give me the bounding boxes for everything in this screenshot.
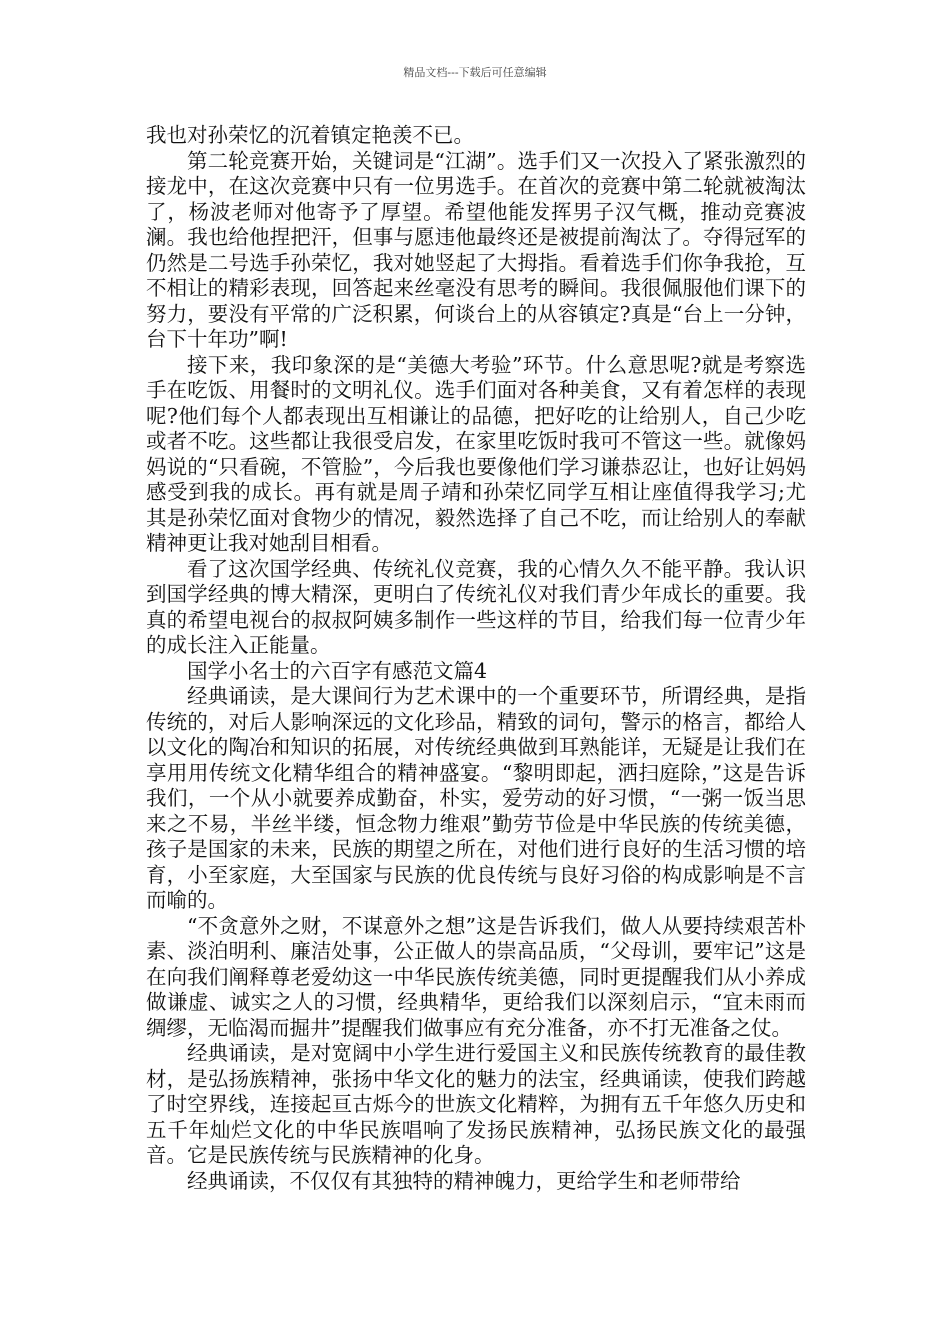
page-header: 精品文档---下载后可任意编辑 — [403, 66, 547, 79]
paragraph-virtue-test: 接下来，我印象深的是“美德大考验”环节。什么意思呢?就是考察选手在吃饭、用餐时的文明礼仪。选手们面对各种美食，又有着怎样的表现呢?他们每个人都表现出互相谦让的品德，把好吃的让给别人，自己少吃或者不吃。这些都让我很受启发，在家里吃饭时我可不管这一些。就像妈妈说的“只看碗，不管脸”，今后我也要像他们学习谦恭忍让，也好让妈妈感受到我的成长。再有就是周子靖和孙荣忆同学互相让座值得我学习;尤其是孙荣忆面对食物少的情况，毅然选择了自己不吃，而让给别人的奉献精神更让我对她刮目相看。 — [146, 352, 806, 555]
document-body — [146, 123, 806, 1194]
paragraph-continued: 我也对孙荣忆的沉着镇定艳羡不已。 — [146, 123, 474, 147]
paragraph-classics-reading: 经典诵读，是大课间行为艺术课中的一个重要环节，所谓经典，是指传统的，对后人影响深远的文化珍品，精致的词句，警示的格言，都给人以文化的陶冶和知识的拓展，对传统经典做到耳熟能详，无疑是让我们在享用用传统文化精华组合的精神盛宴。“黎明即起，洒扫庭除，”这是告诉我们，一个从小就要养成勤奋，朴实，爱劳动的好习惯，“一粥一饭当思来之不易，半丝半缕，恒念物力维艰”勤劳节俭是中华民族的传统美德，孩子是国家的未来，民族的期望之所在，对他们进行良好的生活习惯的培育，小至家庭，大至国家与民族的优良传统与良好习俗的构成影响是不言而喻的。 — [146, 684, 806, 912]
paragraph-final: 经典诵读，不仅仅有其独特的精神魄力，更给学生和老师带给 — [187, 1168, 741, 1193]
paragraph-reflection: 看了这次国学经典、传统礼仪竞赛，我的心情久久不能平静。我认识到国学经典的博大精深，更明白了传统礼仪对我们青少年成长的重要。我真的希望电视台的叔叔阿姨多制作一些这样的节目，给我们每一位青少年的成长注入正能量。 — [146, 556, 806, 657]
paragraph-second-round: 第二轮竞赛开始，关键词是“江湖”。选手们又一次投入了紧张激烈的接龙中，在这次竞赛中只有一位男选手。在首次的竞赛中第二轮就被淘汰了，杨波老师对他寄予了厚望。希望他能发挥男子汉气概，推动竞赛波澜。我也给他捏把汗，但事与愿违他最终还是被提前淘汰了。夺得冠军的仍然是二号选手孙荣忆，我对她竖起了大拇指。看着选手们你争我抢，互不相让的精彩表现，回答起来丝毫没有思考的瞬间。我很佩服他们课下的努力，要没有平常的广泛积累，何谈台上的从容镇定?真是“台上一分钟，台下十年功”啊! — [146, 148, 806, 351]
paragraph-maxims: “不贪意外之财，不谋意外之想”这是告诉我们，做人从要持续艰苦朴素、淡泊明利、廉洁处事，公正做人的崇高品质，“父母训，要牢记”这是在向我们阐释尊老爱幼这一中华民族传统美德，同时更提醒我们从小养成做谦虚、诚实之人的习惯，经典精华，更给我们以深刻启示，“宜未雨而绸缪，无临渴而掘井”提醒我们做事应有充分准备，亦不打无准备之仗。 — [146, 913, 806, 1040]
section-heading: 国学小名士的六百字有感范文篇4 — [187, 658, 488, 683]
paragraph-patriotism: 经典诵读，是对宽阔中小学生进行爱国主义和民族传统教育的最佳教材，是弘扬族精神，张扬中华文化的魅力的法宝，经典诵读，使我们跨越了时空界线，连接起亘古烁今的世族文化精粹，为拥有五千年悠久历史和五千年灿烂文化的中华民族唱响了发扬民族精神，弘扬民族文化的最强音。它是民族传统与民族精神的化身。 — [146, 1041, 806, 1167]
